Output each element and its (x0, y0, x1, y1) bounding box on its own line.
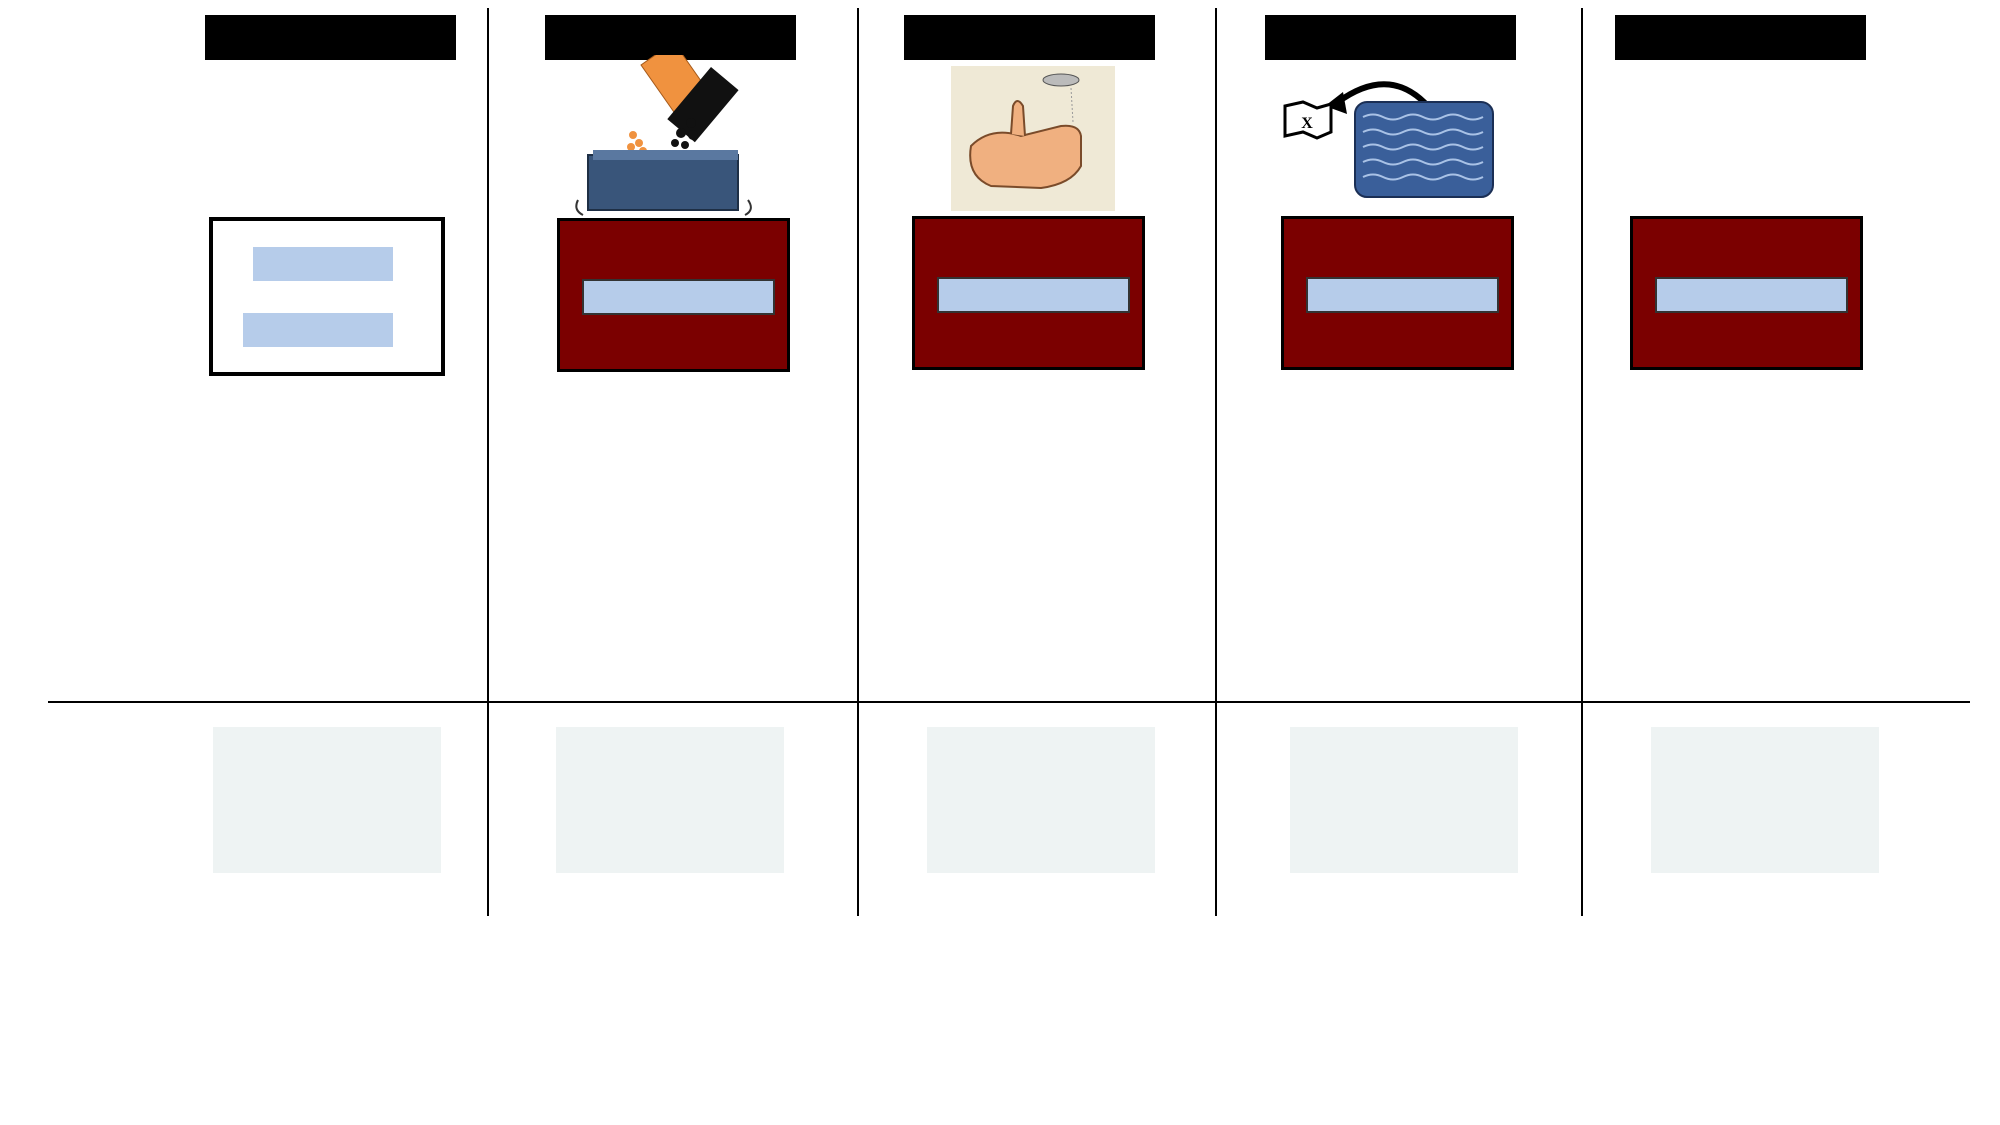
plot-svg (1651, 727, 1879, 873)
ball-grid (213, 221, 441, 372)
huge-box-illustration (573, 55, 793, 220)
plot-svg (927, 727, 1155, 873)
box-label (582, 279, 775, 315)
bag-illustration (1283, 62, 1503, 207)
column-divider (857, 8, 859, 916)
black-count-label (253, 247, 393, 281)
row-divider (48, 701, 1970, 703)
box-ep (1281, 216, 1514, 370)
yellow-count-label (243, 313, 393, 347)
box-nd (557, 218, 790, 372)
plot-risky (213, 727, 441, 873)
box-label (1306, 277, 1499, 313)
header-risky (205, 15, 456, 60)
header-ambiguous (1615, 15, 1866, 60)
header-fifty-fifty (904, 15, 1155, 60)
coin-toss-illustration (951, 66, 1115, 211)
risky-box (209, 217, 445, 376)
column-divider (1215, 8, 1217, 916)
plot-ep (1290, 727, 1518, 873)
box-ff (912, 216, 1145, 370)
plot-svg (556, 727, 784, 873)
plot-svg (1290, 727, 1518, 873)
plot-nd (556, 727, 784, 873)
column-divider (1581, 8, 1583, 916)
box-label (1655, 277, 1848, 313)
svg-text:X: X (1301, 115, 1313, 132)
header-equal-probability (1265, 15, 1516, 60)
column-divider (487, 8, 489, 916)
box-ambiguous (1630, 216, 1863, 370)
plot-svg (213, 727, 441, 873)
plot-ambiguous (1651, 727, 1879, 873)
plot-ff (927, 727, 1155, 873)
header-normal-distribution (545, 15, 796, 60)
box-label (937, 277, 1130, 313)
